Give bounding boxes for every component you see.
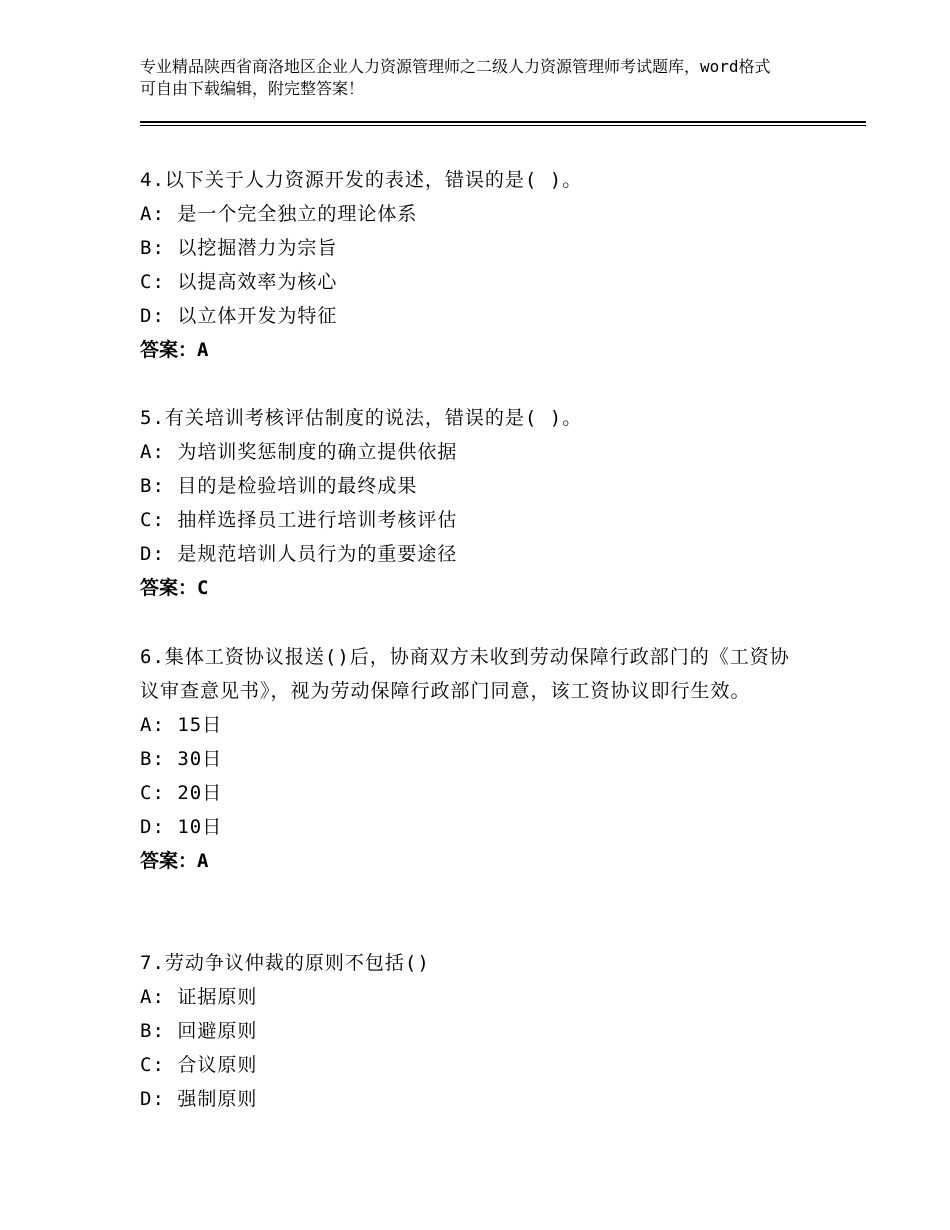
- option-a: A: 是一个完全独立的理论体系: [140, 203, 418, 225]
- answer-label: 答案：C: [140, 577, 209, 599]
- question-stem: 5.有关培训考核评估制度的说法，错误的是( )。: [140, 407, 583, 429]
- option-d: D: 强制原则: [140, 1088, 258, 1110]
- option-c: C: 合议原则: [140, 1054, 258, 1076]
- option-d: D: 10日: [140, 816, 223, 838]
- option-a: A: 15日: [140, 714, 223, 736]
- question-stem: 4.以下关于人力资源开发的表述，错误的是( )。: [140, 169, 583, 191]
- document-header: 专业精品陕西省商洛地区企业人力资源管理师之二级人力资源管理师考试题库，word格式可自由下载编辑，附完整答案！: [140, 57, 771, 98]
- option-a: A: 证据原则: [140, 986, 258, 1008]
- answer-label: 答案：A: [140, 339, 209, 361]
- option-b: B: 30日: [140, 748, 223, 770]
- question-stem: 7.劳动争议仲裁的原则不包括(): [140, 952, 430, 974]
- option-d: D: 以立体开发为特征: [140, 305, 338, 327]
- option-b: B: 以挖掘潜力为宗旨: [140, 237, 338, 259]
- option-b: B: 目的是检验培训的最终成果: [140, 475, 418, 497]
- answer-label: 答案：A: [140, 850, 209, 872]
- header-divider-thick: [140, 121, 866, 123]
- question-stem: 6.集体工资协议报送()后，协商双方未收到劳动保障行政部门的《工资协议审查意见书》，视为劳动保障行政部门同意，该工资协议即行生效。: [140, 646, 790, 702]
- question-4: [140, 163, 800, 367]
- question-5: [140, 401, 800, 605]
- header-divider-thin: [140, 125, 866, 126]
- option-d: D: 是规范培训人员行为的重要途径: [140, 543, 458, 565]
- option-c: C: 以提高效率为核心: [140, 271, 338, 293]
- question-7: [140, 946, 800, 1116]
- option-a: A: 为培训奖惩制度的确立提供依据: [140, 441, 458, 463]
- option-b: B: 回避原则: [140, 1020, 258, 1042]
- question-6: [140, 640, 800, 878]
- option-c: C: 20日: [140, 782, 223, 804]
- option-c: C: 抽样选择员工进行培训考核评估: [140, 509, 458, 531]
